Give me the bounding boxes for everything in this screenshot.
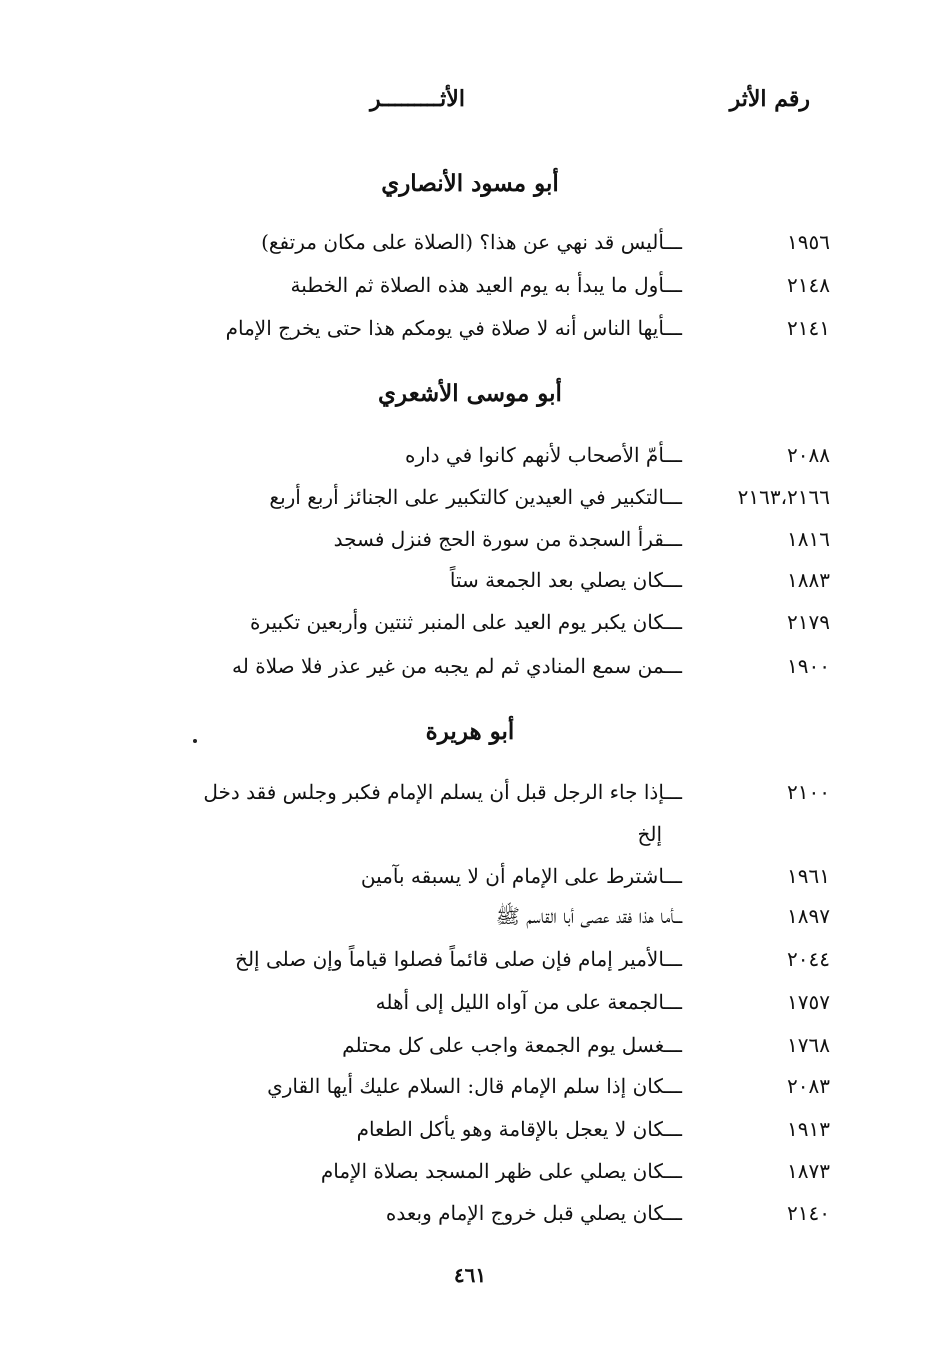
entry-text: ـــ كان لا يعجل بالإقامة وهو يأكل الطعام (122, 1117, 682, 1141)
list-item (0, 568, 940, 610)
entry-number: ٢١٧٩ (787, 610, 830, 634)
section-title: أبو موسى الأشعري (378, 380, 562, 407)
list-item (0, 904, 940, 946)
list-item (0, 485, 940, 527)
entry-text: ـــ الجمعة على من آواه الليل إلى أهله (122, 990, 682, 1014)
list-item (0, 947, 940, 989)
list-item (0, 1033, 940, 1075)
entry-text: ـــ أليس قد نهي عن هذا؟ (الصلاة على مكان مرتفع) (122, 230, 682, 254)
stray-dot (193, 739, 197, 743)
entry-number: ١٩٠٠ (787, 654, 830, 678)
entry-continuation: إلخ (637, 822, 662, 846)
entry-text: ـــ من سمع المنادي ثم لم يجبه من غير عذر فلا صلاة له (122, 654, 682, 678)
entry-text: ـــ أول ما يبدأ به يوم العيد هذه الصلاة ثم الخطبة (122, 273, 682, 297)
entry-text: ـــ كان يصلي على ظهر المسجد بصلاة الإمام (122, 1159, 682, 1183)
list-item (0, 654, 940, 696)
header-number-column: رقم الأثر (729, 86, 810, 112)
entry-number: ١٩١٣ (787, 1117, 830, 1141)
entry-text: ـــ كان يصلي بعد الجمعة ستاً (122, 568, 682, 592)
entry-number: ١٩٦١ (787, 864, 830, 888)
entry-number: ١٨١٦ (787, 527, 830, 551)
entry-number: ٢٠٨٣ (787, 1074, 830, 1098)
entry-text: ـــ اشترط على الإمام أن لا يسبقه بآمين (122, 864, 682, 888)
entry-number: ١٧٦٨ (787, 1033, 830, 1057)
entry-number: ٢١٤١ (787, 316, 830, 340)
entry-number: ٢٠٨٨ (787, 443, 830, 467)
entry-text: ـــ أما هذا فقد عصى أبا القاسم ﷺ (122, 904, 682, 933)
entry-number: ١٧٥٧ (787, 990, 830, 1014)
entry-number: ١٩٥٦ (787, 230, 830, 254)
list-item (0, 990, 940, 1032)
list-item (0, 1201, 940, 1243)
list-item (0, 273, 940, 315)
list-item (0, 864, 940, 906)
section-title: أبو هريرة (425, 718, 515, 745)
header-text-column: الأثـــــــــر (370, 86, 465, 112)
list-item (0, 1074, 940, 1116)
entry-text: ـــ كان يكبر يوم العيد على المنبر ثنتين وأربعين تكبيرة (122, 610, 682, 634)
entry-text: ـــ الأمير إمام فإن صلى قائماً فصلوا قياماً وإن صلى إلخ (122, 947, 682, 971)
entry-text: ـــ قرأ السجدة من سورة الحج فنزل فسجد (122, 527, 682, 551)
list-item (0, 610, 940, 652)
entry-number: ٢٠٤٤ (787, 947, 830, 971)
section-title: أبو مسود الأنصاري (381, 170, 559, 197)
list-item (0, 1159, 940, 1201)
entry-number: ١٨٧٣ (787, 1159, 830, 1183)
list-item (0, 780, 940, 822)
entry-number: ١٨٩٧ (787, 904, 830, 928)
list-item (0, 230, 940, 272)
entry-text: ـــ إذا جاء الرجل قبل أن يسلم الإمام فكبر وجلس فقد دخل (122, 780, 682, 804)
list-item (0, 527, 940, 569)
entry-number: ٢١٦٣،٢١٦٦ (737, 485, 830, 509)
list-item (0, 443, 940, 485)
entry-text: ـــ أيها الناس أنه لا صلاة في يومكم هذا حتى يخرج الإمام (122, 316, 682, 340)
page-number: ٤٦١ (453, 1263, 487, 1287)
entry-text: ـــ التكبير في العيدين كالتكبير على الجنائز أربع أربع (122, 485, 682, 509)
entry-text: ـــ أمّ الأصحاب لأنهم كانوا في داره (122, 443, 682, 467)
list-item (0, 1117, 940, 1159)
entry-number: ٢١٤٠ (787, 1201, 830, 1225)
entry-number: ٢١٠٠ (787, 780, 830, 804)
list-item (0, 316, 940, 358)
entry-text: ـــ كان إذا سلم الإمام قال: السلام عليك أيها القاري (122, 1074, 682, 1098)
entry-text: ـــ غسل يوم الجمعة واجب على كل محتلم (122, 1033, 682, 1057)
entry-number: ٢١٤٨ (787, 273, 830, 297)
entry-number: ١٨٨٣ (787, 568, 830, 592)
entry-text: ـــ كان يصلي قبل خروج الإمام وبعده (122, 1201, 682, 1225)
